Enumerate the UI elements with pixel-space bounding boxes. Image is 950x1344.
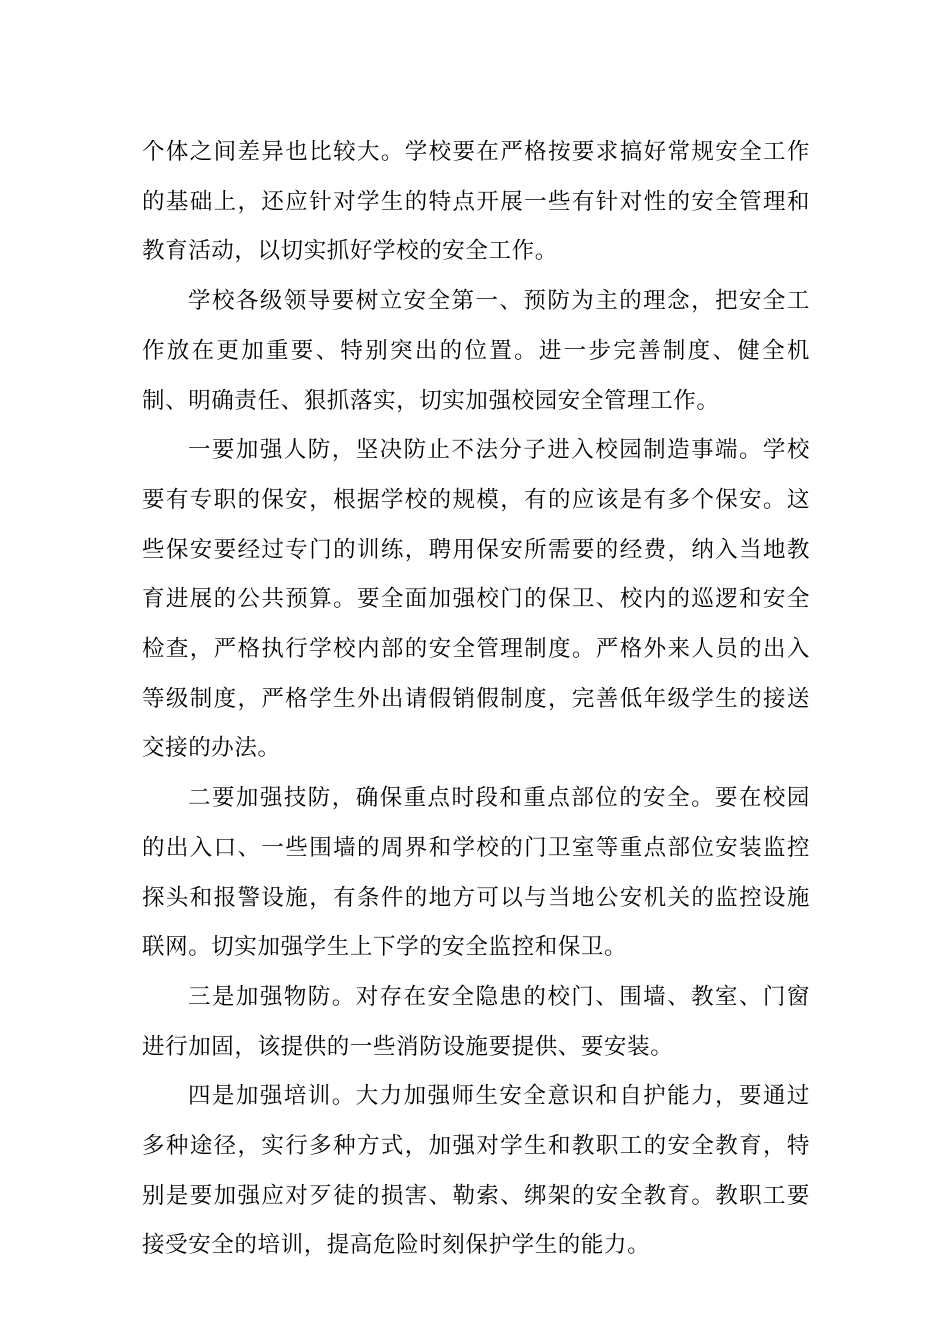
document-body [142,128,810,1271]
paragraph-training: 四是加强培训。大力加强师生安全意识和自护能力，要通过多种途径，实行多种方式，加强对学生和教职工的安全教育，特别是要加强应对歹徒的损害、勒索、绑架的安全教育。教职工要接受安全的培训，提高危险时刻保护学生的能力。 [142,1083,810,1259]
paragraph-leadership: 学校各级领导要树立安全第一、预防为主的理念，把安全工作放在更加重要、特别突出的位置。进一步完善制度、健全机制、明确责任、狠抓落实，切实加强校园安全管理工作。 [142,288,810,414]
paragraph-continuation: 个体之间差异也比较大。学校要在严格按要求搞好常规安全工作的基础上，还应针对学生的特点开展一些有针对性的安全管理和教育活动，以切实抓好学校的安全工作。 [142,139,810,265]
paragraph-physical-defense: 三是加强物防。对存在安全隐患的校门、围墙、教室、门窗进行加固，该提供的一些消防设施要提供、要安装。 [142,983,810,1060]
paragraph-technical-defense: 二要加强技防，确保重点时段和重点部位的安全。要在校园的出入口、一些围墙的周界和学校的门卫室等重点部位安装监控探头和报警设施，有条件的地方可以与当地公安机关的监控设施联网。切实加强学生上下学的安全监控和保卫。 [142,785,810,961]
paragraph-personnel-defense: 一要加强人防，坚决防止不法分子进入校园制造事端。学校要有专职的保安，根据学校的规模，有的应该是有多个保安。这些保安要经过专门的训练，聘用保安所需要的经费，纳入当地教育进展的公共预算。要全面加强校门的保卫、校内的巡逻和安全检查，严格执行学校内部的安全管理制度。严格外来人员的出入等级制度，严格学生外出请假销假制度，完善低年级学生的接送交接的办法。 [142,437,810,762]
